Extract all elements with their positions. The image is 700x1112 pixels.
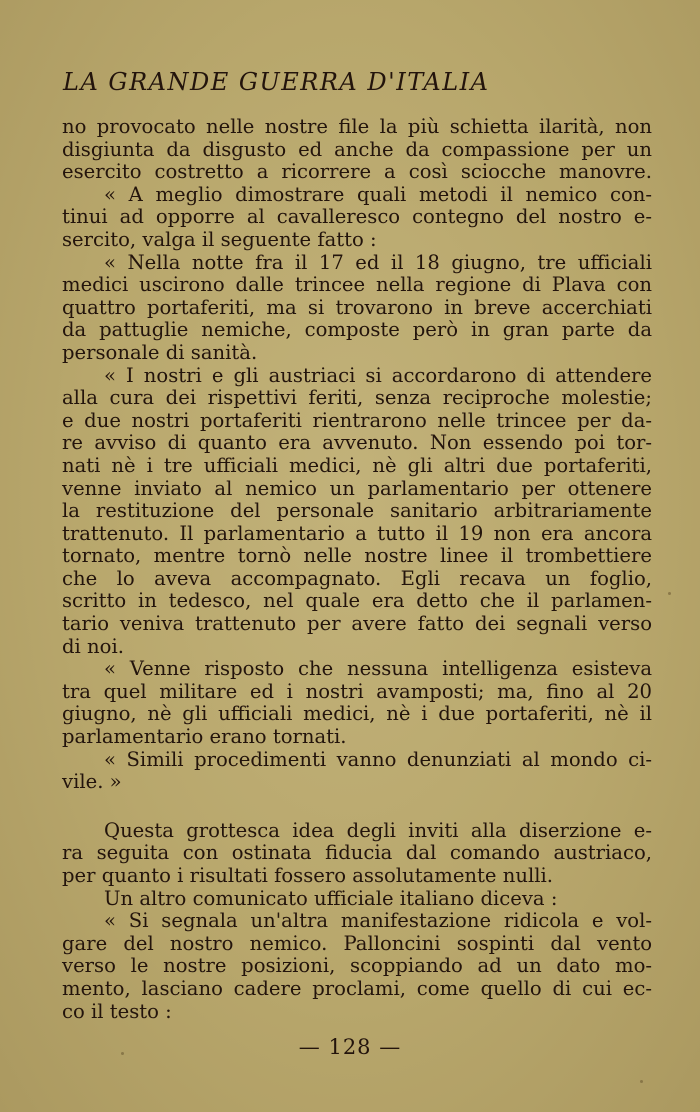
text-line: ra seguita con ostinata fiducia dal comando austriaco,	[62, 841, 652, 865]
text-line: « Venne risposto che nessuna intelligenza esisteva	[104, 657, 652, 681]
text-line: Questa grottesca idea degli inviti alla diserzione e-	[104, 818, 652, 842]
text-line: Un altro comunicato ufficiale italiano diceva :	[104, 886, 558, 910]
text-line: disgiunta da disgusto ed anche da compassione per un	[62, 137, 652, 161]
paper-speck	[640, 1080, 643, 1083]
text-line: re avviso di quanto era avvenuto. Non essendo poi tor-	[62, 431, 652, 455]
text-line: scritto in tedesco, nel quale era detto che il parlamen-	[62, 589, 652, 613]
text-line: alla cura dei rispettivi feriti, senza reciproche molestie;	[62, 386, 652, 410]
text-line: che lo aveva accompagnato. Egli recava un foglio,	[62, 566, 652, 590]
text-line: trattenuto. Il parlamentario a tutto il 19 non era ancora	[62, 521, 652, 545]
text-line: nati nè i tre ufficiali medici, nè gli altri due portaferiti,	[62, 453, 652, 477]
running-header: LA GRANDE GUERRA D'ITALIA	[63, 68, 490, 96]
page-number: — 128 —	[298, 1035, 402, 1059]
paper-speck	[668, 592, 671, 595]
text-line: co il testo :	[62, 999, 172, 1023]
text-line: quattro portaferiti, ma si trovarono in breve accerchiati	[62, 295, 652, 319]
text-line: vile. »	[62, 770, 122, 794]
text-line: da pattuglie nemiche, composte però in gran parte da	[62, 318, 652, 342]
text-line: gare del nostro nemico. Palloncini sospinti dal vento	[62, 931, 652, 955]
text-line: tinui ad opporre al cavalleresco contegno del nostro e-	[62, 205, 652, 229]
text-line: per quanto i risultati fossero assolutamente nulli.	[62, 864, 554, 887]
text-line: personale di sanità.	[62, 340, 258, 364]
text-line: giugno, nè gli ufficiali medici, nè i due portaferiti, nè il	[62, 702, 652, 726]
text-line: « A meglio dimostrare quali metodi il nemico con-	[104, 182, 652, 206]
text-line: no provocato nelle nostre file la più schietta ilarità, non	[62, 115, 652, 138]
text-line: tario veniva trattenuto per avere fatto dei segnali verso	[62, 612, 652, 636]
paper-speck	[121, 1052, 124, 1055]
text-line: esercito costretto a ricorrere a così sciocche manovre.	[62, 160, 652, 184]
text-line: e due nostri portaferiti rientrarono nelle trincee per da-	[62, 408, 652, 432]
text-line: la restituzione del personale sanitario arbitrariamente	[62, 499, 652, 523]
text-line: sercito, valga il seguente fatto :	[62, 227, 377, 251]
text-line: di noi.	[62, 634, 124, 658]
text-line: venne inviato al nemico un parlamentario per ottenere	[62, 476, 652, 500]
paragraph-gap	[62, 794, 652, 820]
text-line: « Si segnala un'altra manifestazione ridicola e vol-	[104, 909, 652, 933]
text-line: mento, lasciano cadere proclami, come quello di cui ec-	[62, 976, 652, 1000]
text-line: medici uscirono dalle trincee nella regione di Plava con	[62, 273, 652, 297]
text-line: « I nostri e gli austriaci si accordarono di attendere	[104, 363, 652, 387]
body-text	[62, 116, 652, 1023]
text-line: parlamentario erano tornati.	[62, 725, 347, 749]
text-line: « Nella notte fra il 17 ed il 18 giugno, tre ufficiali	[104, 250, 652, 274]
text-line: verso le nostre posizioni, scoppiando ad un dato mo-	[62, 954, 652, 978]
text-line: tornato, mentre tornò nelle nostre linee il trombettiere	[62, 544, 652, 568]
text-line: « Simili procedimenti vanno denunziati al mondo ci-	[104, 747, 652, 771]
text-line: tra quel militare ed i nostri avamposti; ma, fino al 20	[62, 679, 652, 703]
